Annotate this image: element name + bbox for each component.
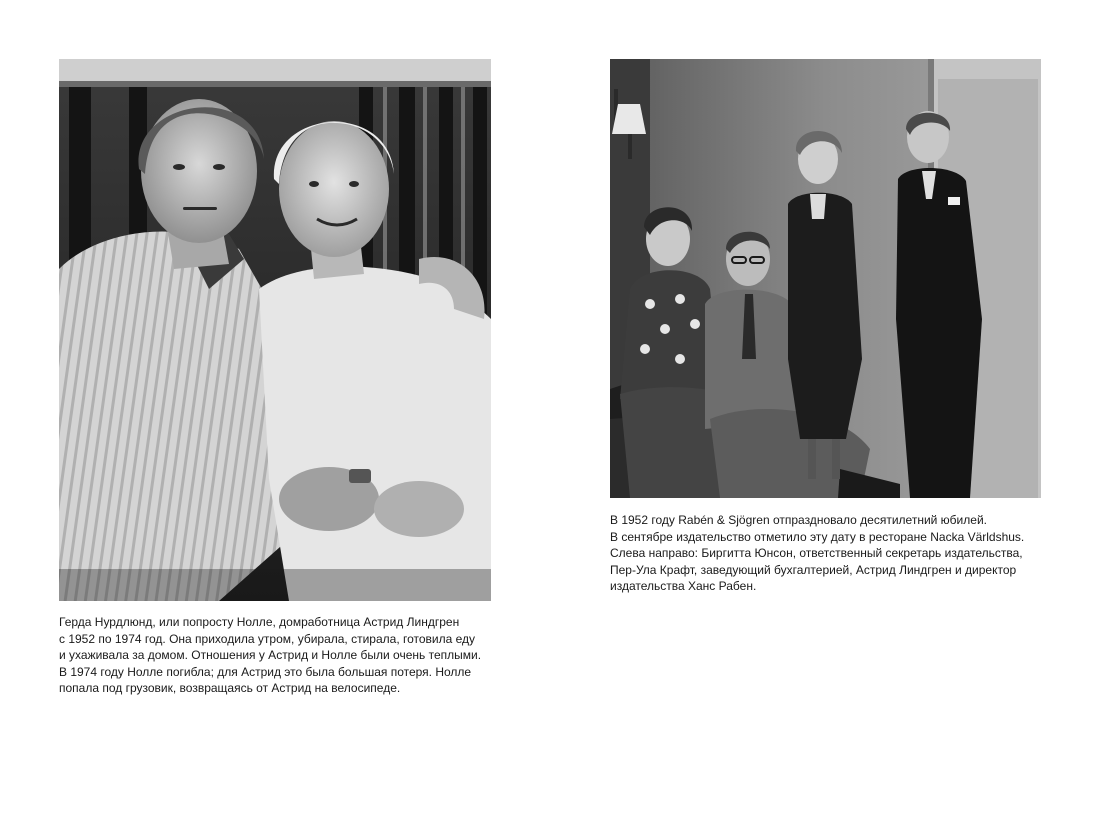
caption-line: Герда Нурдлюнд, или попросту Нолле, домработница Астрид Линдгрен xyxy=(59,615,460,629)
photo-two-women xyxy=(59,59,491,601)
caption-left xyxy=(59,614,499,697)
caption-line: с 1952 по 1974 год. Она приходила утром, убирала, стирала, готовила еду xyxy=(59,631,476,646)
photo-anniversary-group-image xyxy=(610,59,1041,498)
right-page xyxy=(550,0,1100,825)
caption-line: Слева направо: Биргитта Юнсон, ответственный секретарь издательства, xyxy=(610,546,1023,560)
caption-right xyxy=(610,512,1050,595)
photo-anniversary-group xyxy=(610,59,1041,498)
caption-line: В 1974 году Нолле погибла; для Астрид это была большая потеря. Нолле xyxy=(59,664,472,679)
caption-line: издательства Ханс Рабен. xyxy=(610,579,757,593)
caption-line: попала под грузовик, возвращаясь от Астрид на велосипеде. xyxy=(59,681,401,695)
caption-line: В сентябре издательство отметило эту дату в ресторане Nacka Världshus. xyxy=(610,529,1025,544)
caption-line: и ухаживала за домом. Отношения у Астрид и Нолле были очень теплыми. xyxy=(59,648,482,662)
photo-two-women-image xyxy=(59,59,491,601)
caption-line: Пер-Ула Крафт, заведующий бухгалтерией, Астрид Линдгрен и директор xyxy=(610,562,1017,577)
caption-line: В 1952 году Rabén & Sjögren отпраздновало десятилетний юбилей. xyxy=(610,513,987,527)
